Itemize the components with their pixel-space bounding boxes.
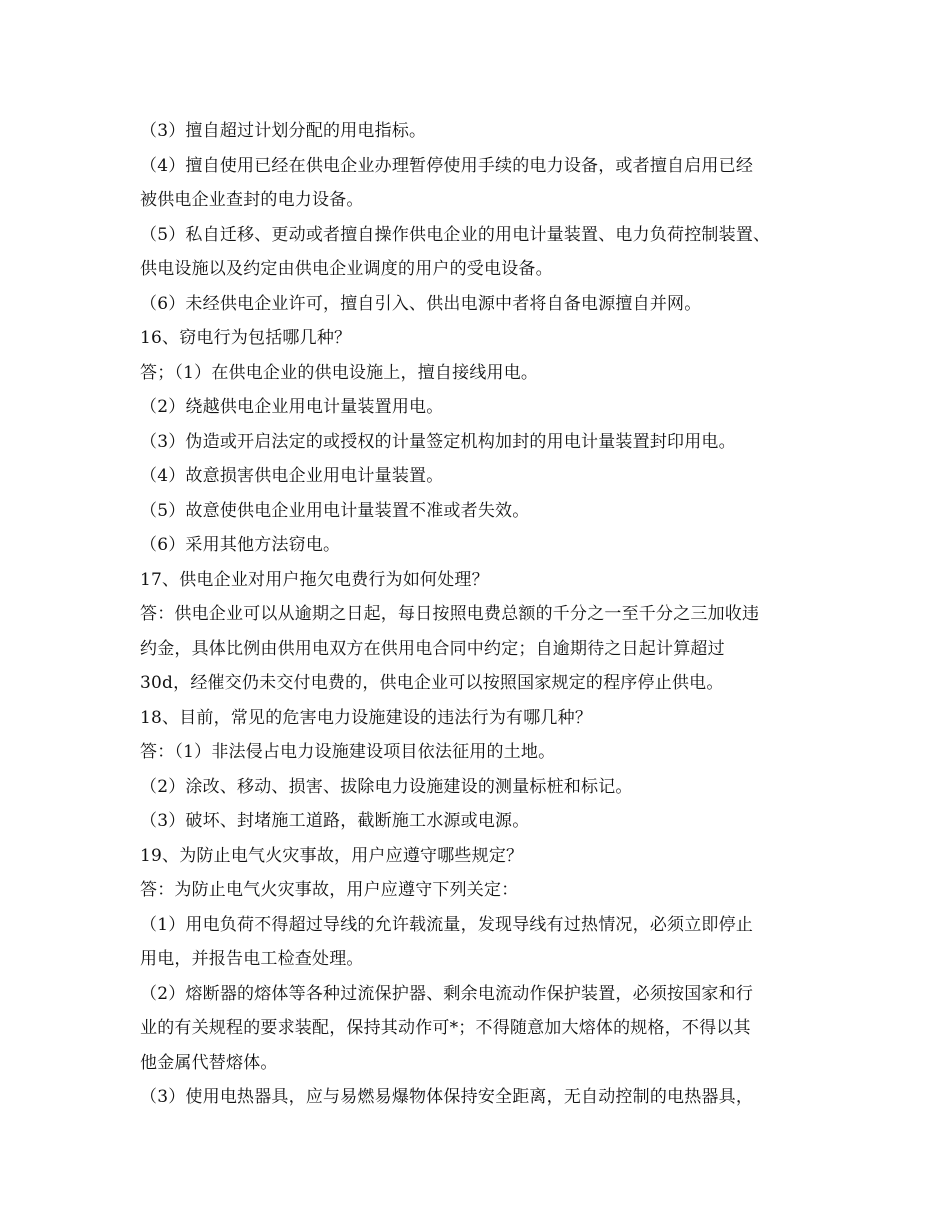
text-line: （6）未经供电企业许可，擅自引入、供出电源中者将自备电源擅自并网。 bbox=[140, 293, 702, 314]
text-line: （4）擅自使用已经在供电企业办理暂停使用手续的电力设备，或者擅自启用已经 bbox=[140, 155, 754, 176]
text-line: （2）涂改、移动、损害、拔除电力设施建设的测量标桩和标记。 bbox=[140, 776, 633, 797]
text-line: （3）擅自超过计划分配的用电指标。 bbox=[140, 121, 427, 141]
text-line: （1）用电负荷不得超过导线的允许载流量，发现导线有过热情况，必须立即停止 bbox=[140, 914, 754, 935]
text-line: （2）熔断器的熔体等各种过流保护器、剩余电流动作保护装置，必须按国家和行 bbox=[140, 983, 754, 1004]
text-line: 他金属代替熔体。 bbox=[140, 1052, 278, 1073]
text-line: （6）采用其他方法窃电。 bbox=[140, 535, 341, 555]
text-line: （4）故意损害供电企业用电计量装置。 bbox=[140, 466, 444, 486]
text-line: 答；（1）在供电企业的供电设施上，擅自接线用电。 bbox=[140, 362, 539, 383]
question-heading: 18、目前，常见的危害电力设施建设的违法行为有哪几种？ bbox=[140, 707, 593, 728]
text-line: （2）绕越供电企业用电计量装置用电。 bbox=[140, 397, 444, 417]
text-line: 约金，具体比例由供用电双方在供用电合同中约定；自逾期待之日起计算超过 bbox=[140, 638, 725, 659]
text-line: 用电，并报告电工检查处理。 bbox=[140, 949, 364, 969]
text-line: 业的有关规程的要求装配，保持其动作可*；不得随意加大熔体的规格，不得以其 bbox=[140, 1018, 751, 1038]
question-heading: 17、供电企业对用户拖欠电费行为如何处理？ bbox=[140, 569, 489, 590]
question-heading: 19、为防止电气火灾事故，用户应遵守哪些规定？ bbox=[140, 845, 524, 866]
text-line: （5）故意使供电企业用电计量装置不准或者失效。 bbox=[140, 500, 530, 521]
text-line: （3）伪造或开启法定的或授权的计量签定机构加封的用电计量装置封印用电。 bbox=[140, 431, 736, 452]
text-line: （3）使用电热器具，应与易燃易爆物体保持安全距离，无自动控制的电热器具， bbox=[140, 1087, 754, 1107]
text-line: 供电设施以及约定由供电企业调度的用户的受电设备。 bbox=[140, 259, 553, 279]
text-line: （5）私自迁移、更动或者擅自操作供电企业的用电计量装置、电力负荷控制装置、 bbox=[140, 224, 771, 245]
text-line: 被供电企业查封的电力设备。 bbox=[140, 190, 364, 210]
text-line: 答：供电企业可以从逾期之日起，每日按照电费总额的千分之一至千分之三加收违 bbox=[140, 604, 760, 624]
text-line: 答：为防止电气火灾事故，用户应遵守下列关定： bbox=[140, 880, 519, 900]
text-line: 答：（1）非法侵占电力设施建设项目依法征用的土地。 bbox=[140, 742, 556, 762]
document-body bbox=[140, 114, 840, 1115]
question-heading: 16、窃电行为包括哪几种？ bbox=[140, 328, 352, 348]
text-line: （3）破坏、封堵施工道路，截断施工水源或电源。 bbox=[140, 811, 530, 831]
text-line: 30d，经催交仍未交付电费的，供电企业可以按照国家规定的程序停止供电。 bbox=[140, 673, 724, 693]
